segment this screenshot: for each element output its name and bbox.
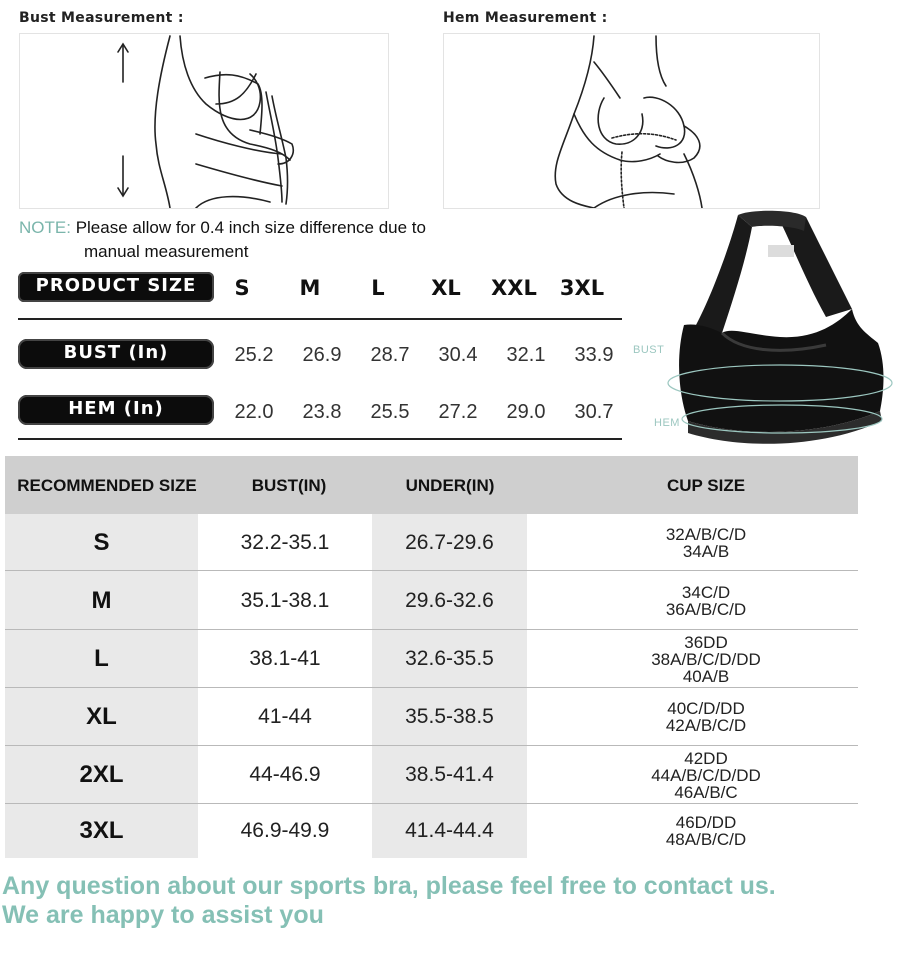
bust-range-cell: 38.1-41: [249, 647, 321, 670]
row-divider: [5, 803, 858, 804]
under-range-cell: 41.4-44.4: [405, 819, 494, 842]
cup-size-cell: [527, 630, 885, 688]
hem-value-cell: 22.0: [234, 401, 274, 423]
cup-size-line: 34A/B: [682, 541, 730, 561]
recommended-size-cell: M: [91, 586, 112, 614]
hem-measure-figure-icon: [444, 34, 819, 208]
under-range-cell: 35.5-38.5: [405, 705, 494, 728]
header-bust: BUST(IN): [251, 475, 327, 495]
bust-measurement-illustration: [19, 33, 389, 209]
cup-size-line: 46D/DD: [675, 813, 737, 832]
size-header-cell: XL: [431, 276, 461, 300]
size-header-cell: M: [299, 276, 321, 300]
recommended-size-cell: 2XL: [79, 761, 124, 788]
bust-value-cell: 32.1: [506, 344, 546, 366]
cup-size-line: 36A/B/C/D: [665, 599, 747, 619]
hem-measurement-illustration: [443, 33, 820, 209]
under-range-cell: 38.5-41.4: [405, 763, 494, 786]
hem-value-cell: 27.2: [438, 401, 478, 423]
size-table-divider-bottom: [18, 438, 622, 440]
cup-size-cell: [527, 746, 885, 804]
size-table-divider-top: [18, 318, 622, 320]
hem-row-values: [220, 401, 628, 424]
cup-size-cell: [527, 514, 885, 571]
hem-value-cell: 30.7: [574, 401, 614, 423]
bust-row-label: BUST (In): [18, 339, 214, 369]
size-note: [19, 216, 639, 264]
bust-row-values: [220, 344, 628, 367]
hem-value-cell: 23.8: [302, 401, 342, 423]
hem-diagram-label: HEM: [654, 417, 680, 429]
cup-size-line: 38A/B/C/D/DD: [651, 649, 761, 669]
cup-size-line: 32A/B/C/D: [665, 524, 747, 544]
cup-size-cell: [527, 804, 885, 858]
bust-value-cell: 26.9: [302, 344, 342, 366]
recommended-size-cell: XL: [86, 703, 117, 730]
recommended-size-cell: S: [93, 528, 110, 556]
size-header-cell: XXL: [491, 276, 537, 300]
under-range-cell: 29.6-32.6: [405, 588, 494, 612]
row-divider: [5, 570, 858, 571]
bust-range-cell: 44-46.9: [249, 763, 321, 786]
note-label: NOTE:: [19, 218, 71, 237]
bust-range-cell: 35.1-38.1: [240, 588, 330, 612]
hem-row-label: HEM (In): [18, 395, 214, 425]
under-range-cell: 32.6-35.5: [405, 647, 494, 670]
bust-diagram-label: BUST: [633, 344, 665, 356]
contact-message: [2, 872, 776, 930]
note-line-2: manual measurement: [84, 242, 249, 261]
bust-value-cell: 25.2: [234, 344, 274, 366]
recommended-size-cell: 3XL: [79, 817, 124, 844]
header-under: UNDER(IN): [405, 475, 495, 495]
note-line-1: Please allow for 0.4 inch size difference due to: [75, 218, 426, 237]
under-range-cell: 26.7-29.6: [405, 530, 494, 554]
cup-size-line: 42A/B/C/D: [665, 716, 747, 735]
product-size-header: [208, 276, 616, 300]
hem-value-cell: 29.0: [506, 401, 546, 423]
footer-line-1: Any question about our sports bra, please feel free to contact us.: [2, 872, 776, 900]
cup-size-line: 48A/B/C/D: [665, 830, 747, 849]
bust-range-cell: 41-44: [258, 705, 312, 728]
size-header-cell: 3XL: [559, 276, 605, 300]
cup-size-cell: [527, 688, 885, 746]
footer-line-2: We are happy to assist you: [2, 901, 324, 929]
bust-value-cell: 28.7: [370, 344, 410, 366]
header-cup-size: CUP SIZE: [666, 475, 746, 495]
cup-size-line: 44A/B/C/D/DD: [651, 765, 761, 785]
hem-measurement-title: Hem Measurement :: [443, 10, 608, 26]
bust-measure-figure-icon: [20, 34, 388, 208]
product-size-label: PRODUCT SIZE: [18, 272, 214, 302]
row-divider: [5, 629, 858, 630]
sports-bra-image: [630, 205, 895, 450]
cup-size-line: 46A/B/C: [674, 782, 738, 802]
bust-range-cell: 32.2-35.1: [240, 530, 330, 554]
bust-measurement-title: Bust Measurement :: [19, 10, 184, 26]
recommended-size-cell: L: [94, 645, 109, 672]
row-divider: [5, 687, 858, 688]
bust-range-cell: 46.9-49.9: [240, 819, 330, 842]
cup-size-line: 34C/D: [681, 582, 731, 602]
cup-size-line: 40A/B: [682, 666, 730, 686]
row-divider: [5, 745, 858, 746]
size-header-cell: L: [371, 276, 385, 300]
size-header-cell: S: [234, 276, 250, 300]
cup-size-line: 36DD: [684, 632, 728, 652]
cup-size-line: 40C/D/DD: [667, 699, 745, 718]
cup-size-cell: [527, 571, 885, 630]
header-recommended-size: RECOMMENDED SIZE: [17, 475, 197, 495]
hem-value-cell: 25.5: [370, 401, 410, 423]
cup-size-line: 42DD: [684, 748, 728, 768]
bust-value-cell: 33.9: [574, 344, 614, 366]
bust-value-cell: 30.4: [438, 344, 478, 366]
sports-bra-icon: [630, 205, 895, 450]
